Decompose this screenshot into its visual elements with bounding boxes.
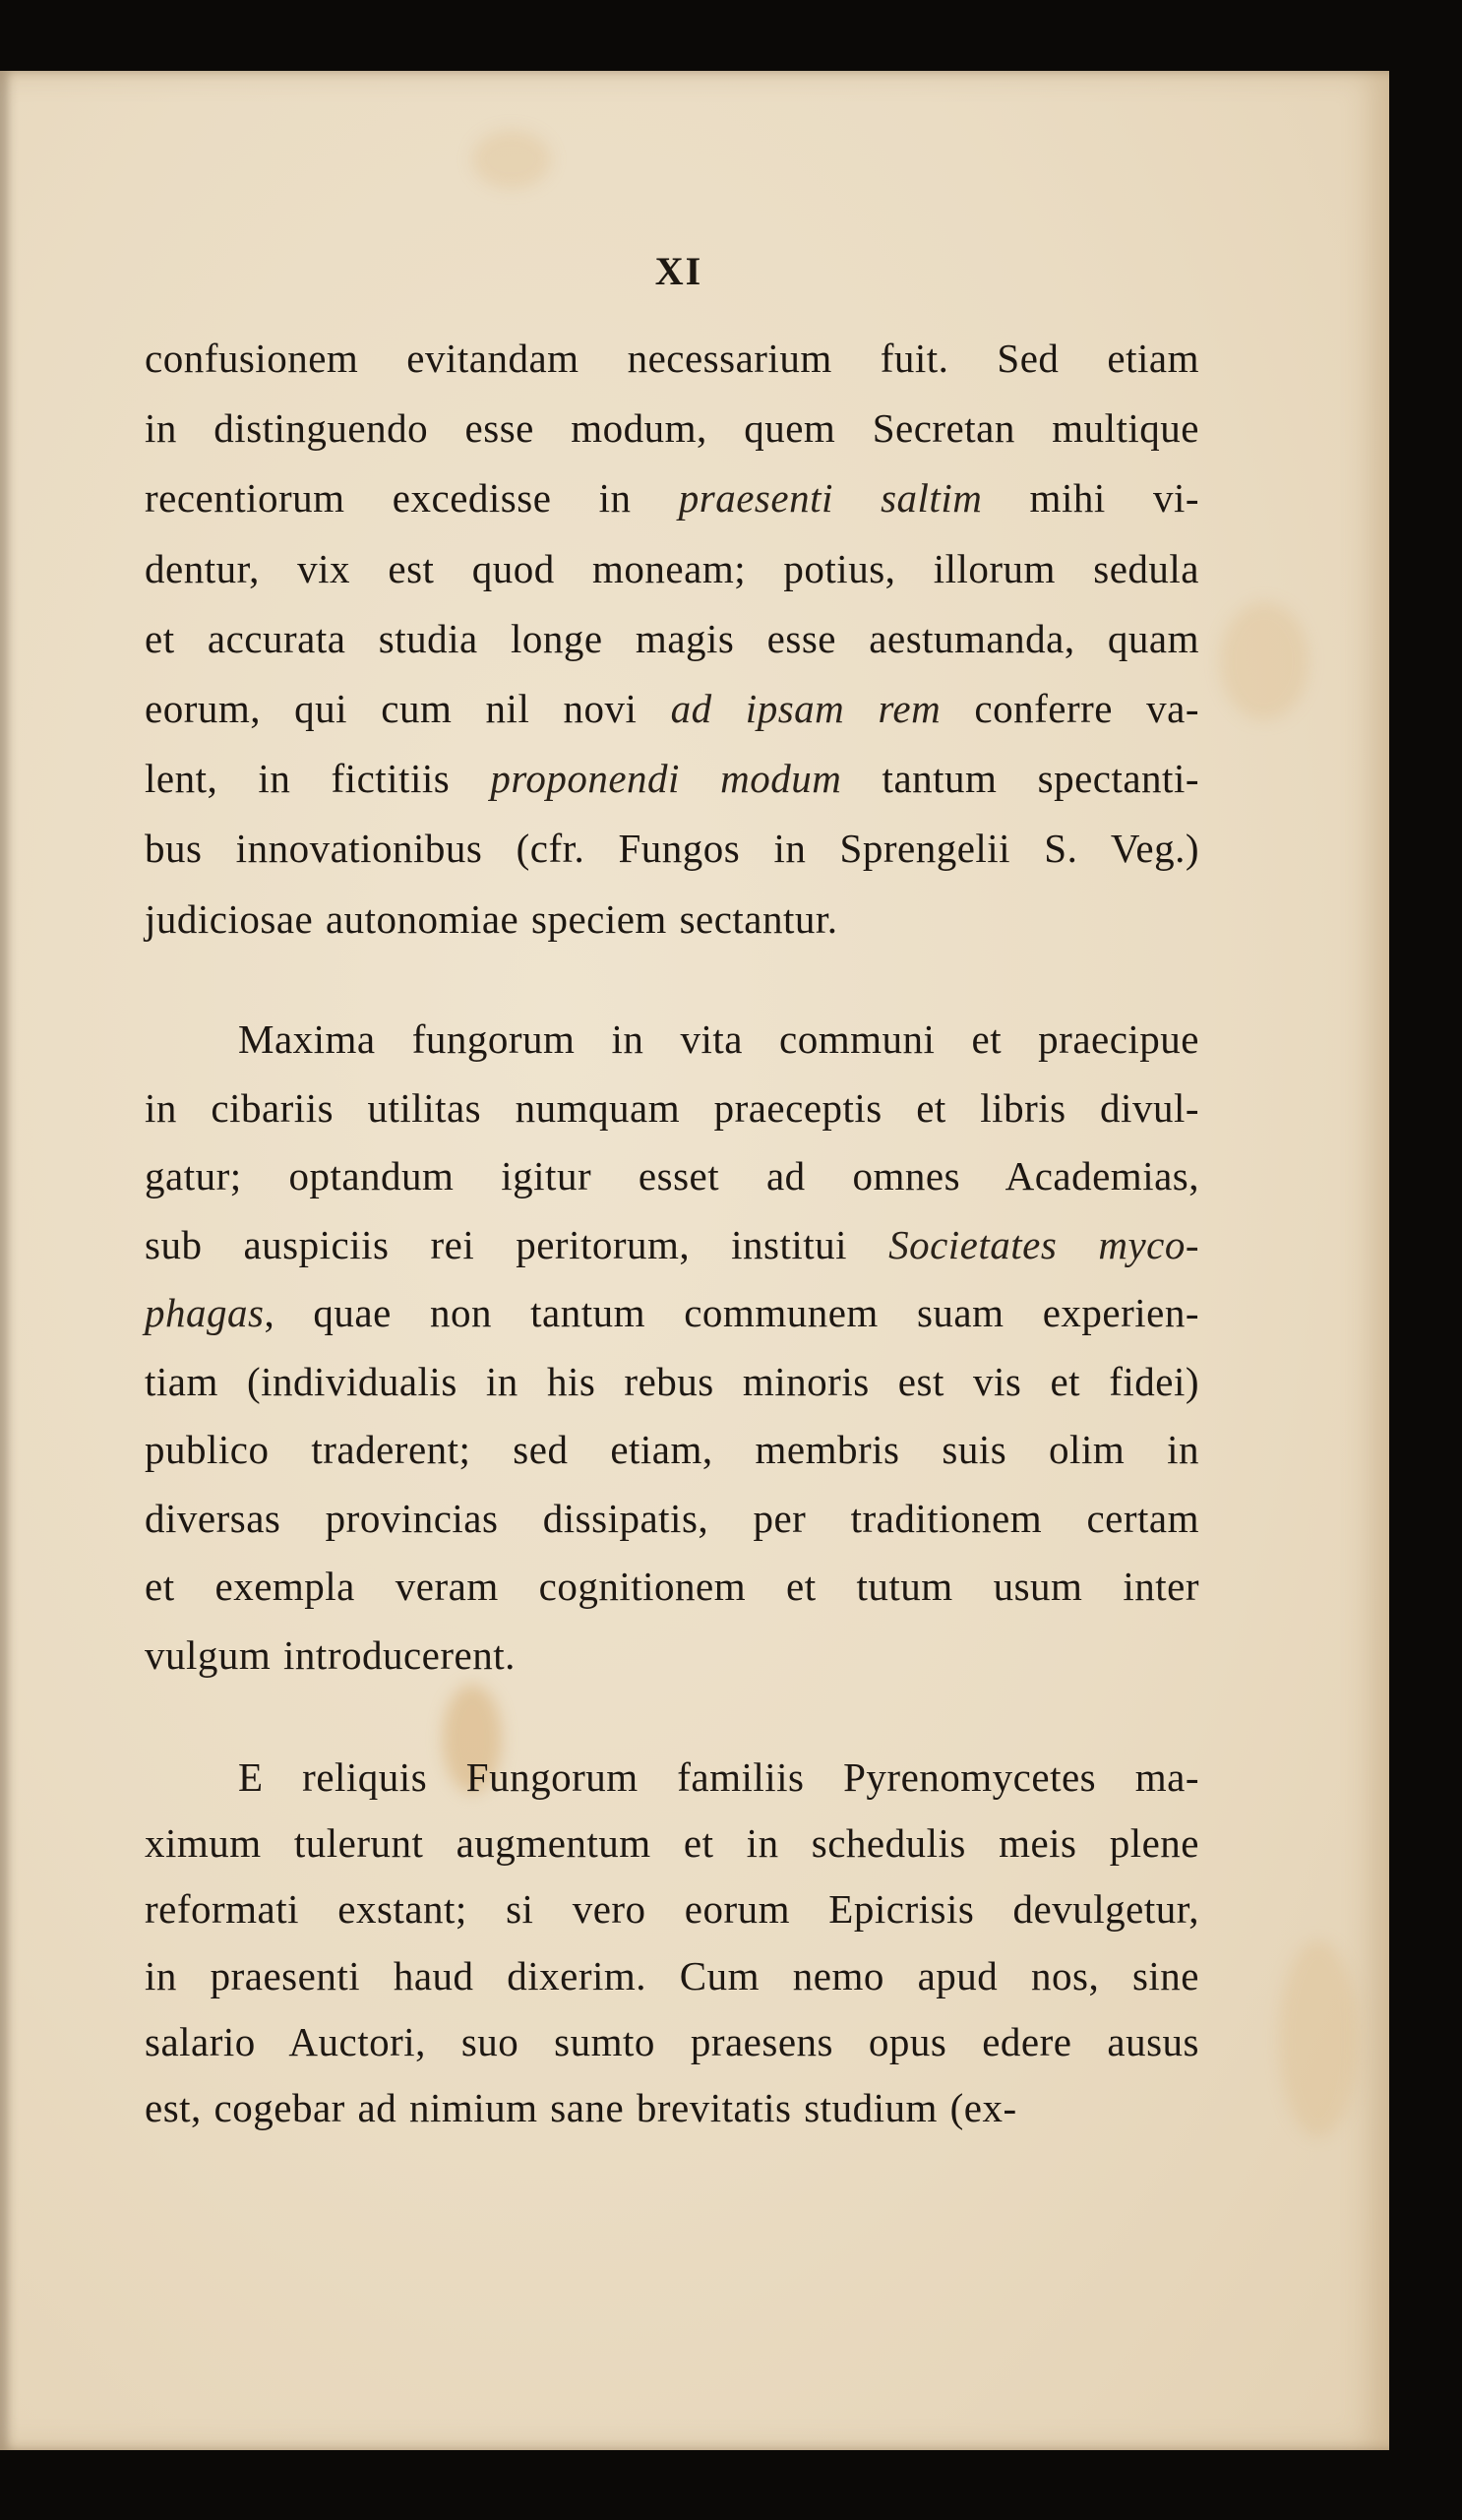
text-run: gatur; optandum igitur esset ad omnes Academias, [145, 1153, 1199, 1199]
text-line [238, 1753, 1199, 1801]
text-line [145, 1495, 1199, 1542]
text-line [145, 1289, 1199, 1336]
text-run: dentur, vix est quod moneam; potius, illorum sedula [145, 545, 1199, 591]
text-run: recentiorum excedisse in [145, 475, 679, 522]
text-run: bus innovationibus (cfr. Fungos in Sprengelii S. Veg.) [145, 826, 1199, 872]
text-run: diversas provincias dissipatis, per traditionem certam [145, 1495, 1199, 1541]
text-run: , quae non tantum communem suam experien- [264, 1290, 1199, 1335]
text-line [145, 474, 1199, 522]
text-run: Maxima fungorum in vita communi et praecipue [238, 1016, 1199, 1062]
text-line [145, 1952, 1199, 1999]
text-run: vulgum introducerent. [145, 1631, 516, 1678]
text-line [145, 1152, 1199, 1199]
text-line [145, 895, 1199, 943]
text-run: publico traderent; sed etiam, membris suis olim in [145, 1427, 1199, 1472]
text-run: judiciosae autonomiae speciem sectantur. [145, 895, 838, 942]
text-line [145, 685, 1199, 732]
italic-text: phagas [145, 1290, 265, 1335]
text-run: et accurata studia longe magis esse aestumanda, quam [145, 615, 1199, 661]
text-run: mihi vi- [982, 475, 1200, 522]
text-line [145, 1631, 1199, 1679]
text-line [145, 755, 1199, 802]
text-run: et exempla veram cognitionem et tutum usum inter [145, 1564, 1199, 1609]
foxing-stain [1279, 1940, 1358, 2137]
text-run: sub auspiciis rei peritorum, institui [145, 1221, 889, 1267]
page-number: XI [654, 249, 703, 293]
text-line [145, 404, 1199, 452]
text-line [238, 1015, 1199, 1063]
italic-text: ad ipsam rem [670, 686, 942, 731]
text-run: tiam (individualis in his rebus minoris est vis et fidei) [145, 1358, 1199, 1404]
text-run: in cibariis utilitas numquam praeceptis et libris divul- [145, 1084, 1199, 1131]
text-line [145, 1885, 1199, 1933]
italic-text: proponendi modum [490, 756, 842, 802]
foxing-stain [472, 130, 551, 189]
text-line [145, 1426, 1199, 1473]
text-run: est, cogebar ad nimium sane brevitatis studium (ex- [145, 2085, 1017, 2130]
text-run: tantum spectanti- [841, 756, 1199, 802]
text-line [145, 335, 1199, 382]
text-line [145, 2018, 1199, 2065]
foxing-stain [1220, 602, 1309, 720]
text-run: conferre va- [941, 686, 1199, 731]
text-line [145, 545, 1199, 592]
text-run: E reliquis Fungorum familiis Pyrenomycetes ma- [238, 1754, 1199, 1800]
text-line [145, 1221, 1199, 1268]
italic-text: Societates myco- [888, 1221, 1199, 1267]
text-run: ximum tulerunt augmentum et in schedulis meis plene [145, 1820, 1199, 1867]
text-line [145, 2084, 1199, 2131]
text-line [145, 1084, 1199, 1132]
text-line [145, 1358, 1199, 1405]
text-line [145, 1563, 1199, 1610]
text-run: in praesenti haud dixerim. Cum nemo apud nos, sine [145, 1952, 1199, 1998]
text-run: confusionem evitandam necessarium fuit. Sed etiam [145, 336, 1199, 381]
text-run: lent, in fictitiis [145, 756, 491, 802]
text-line [145, 1819, 1199, 1867]
italic-text: praesenti saltim [678, 475, 983, 522]
text-run: reformati exstant; si vero eorum Epicrisis devulgetur, [145, 1886, 1199, 1933]
text-run: in distinguendo esse modum, quem Secretan multique [145, 405, 1199, 452]
text-line [145, 615, 1199, 662]
text-run: eorum, qui cum nil novi [145, 686, 671, 731]
text-run: salario Auctori, suo sumto praesens opus edere ausus [145, 2018, 1199, 2064]
text-line [145, 825, 1199, 872]
